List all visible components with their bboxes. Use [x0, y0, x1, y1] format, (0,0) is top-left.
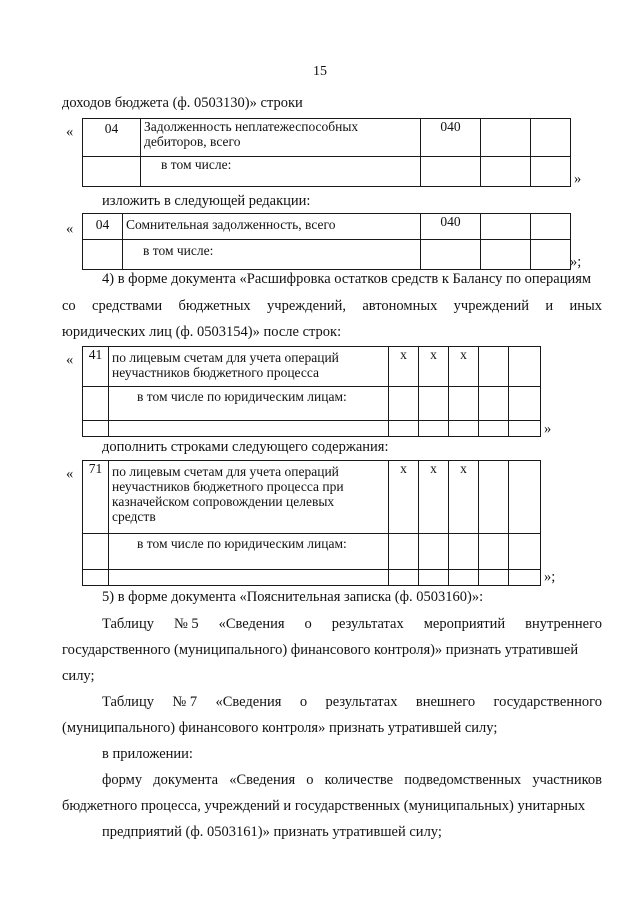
table4-cell	[479, 534, 509, 570]
table4-text-3: казначейском сопровождении целевых	[112, 494, 335, 509]
page-number: 15	[313, 64, 327, 79]
table4-cell	[419, 534, 449, 570]
table3-text-2: неучастников бюджетного процесса	[112, 365, 320, 380]
table1-code: 04	[83, 119, 141, 157]
word: о	[306, 772, 314, 788]
item5-p4-line-2: бюджетного процесса, учреждений и государственных (муниципальных) унитарных	[62, 798, 586, 814]
table2-cell	[531, 240, 571, 270]
table2-sub: в том числе:	[123, 240, 421, 270]
table3-cell	[83, 421, 109, 437]
word: внешнего	[415, 694, 476, 710]
table1-cell	[481, 119, 531, 157]
table3-cell	[509, 421, 541, 437]
quote-close: »;	[544, 569, 556, 585]
table4-cell	[449, 570, 479, 586]
table1-cell	[421, 157, 481, 187]
table1-cell	[531, 157, 571, 187]
quote-close: »;	[570, 254, 582, 270]
table-2	[82, 213, 571, 270]
table1-sub: в том числе:	[141, 157, 421, 187]
word: автономных	[362, 298, 438, 314]
table4-cell	[419, 570, 449, 586]
item5-line-1: 5) в форме документа «Пояснительная записка (ф. 0503160)»:	[102, 589, 484, 605]
table4-cell	[83, 570, 109, 586]
table4-x: х	[419, 461, 449, 534]
table4-description	[109, 461, 389, 534]
table2-line-code: 040	[421, 214, 481, 240]
word: «Сведения	[215, 694, 282, 710]
table4-text-4: средств	[112, 509, 156, 524]
table2-description: Сомнительная задолженность, всего	[123, 214, 421, 240]
word: № 7	[172, 694, 198, 710]
table2-cell	[531, 214, 571, 240]
table4-cell	[83, 534, 109, 570]
table3-x: х	[389, 347, 419, 387]
word: о	[299, 694, 308, 710]
table3-cell	[509, 347, 541, 387]
table-3	[82, 346, 541, 437]
word: подведомственных	[404, 772, 522, 788]
table4-text-2: неучастников бюджетного процесса при	[112, 479, 344, 494]
table2-cell	[481, 240, 531, 270]
table1-text-2: дебиторов, всего	[144, 134, 241, 149]
table3-x: х	[419, 347, 449, 387]
table3-code: 41	[83, 347, 109, 387]
intro-line: доходов бюджета (ф. 0503130)» строки	[62, 95, 303, 111]
item5-p2-line-1	[102, 694, 602, 711]
item4-line-1: 4) в форме документа «Расшифровка остатков средств к Балансу по операциям	[102, 271, 592, 287]
table1-cell	[531, 119, 571, 157]
word: средствами	[92, 298, 163, 314]
item4-line-3: юридических лиц (ф. 0503154)» после строк:	[62, 324, 342, 340]
item5-p4-line-3: предприятий (ф. 0503161)» признать утратившей силу;	[102, 824, 442, 840]
table1-cell	[481, 157, 531, 187]
table-1	[82, 118, 571, 187]
item4-line-2	[62, 298, 602, 315]
table-4	[82, 460, 541, 586]
table4-text-1: по лицевым счетам для учета операций	[112, 464, 339, 479]
table3-cell	[109, 421, 389, 437]
table4-cell	[509, 534, 541, 570]
quote-open: «	[66, 352, 74, 368]
word: о	[304, 616, 312, 632]
quote-close: »	[544, 421, 552, 437]
table3-x: х	[449, 347, 479, 387]
table3-cell	[389, 387, 419, 421]
quote-open: «	[66, 124, 74, 140]
word: со	[62, 298, 76, 314]
table4-x: х	[449, 461, 479, 534]
table3-cell	[389, 421, 419, 437]
table3-cell	[449, 421, 479, 437]
table2-cell	[421, 240, 481, 270]
table3-cell	[419, 421, 449, 437]
table3-description	[109, 347, 389, 387]
table2-code: 04	[83, 214, 123, 240]
table4-sub: в том числе по юридическим лицам:	[109, 534, 389, 570]
table3-cell	[479, 421, 509, 437]
table3-cell	[509, 387, 541, 421]
table3-text-1: по лицевым счетам для учета операций	[112, 350, 339, 365]
table1-cell	[83, 157, 141, 187]
table3-cell	[83, 387, 109, 421]
word: внутреннего	[525, 616, 602, 632]
word: Таблицу	[102, 616, 154, 632]
quote-open: «	[66, 466, 74, 482]
table3-cell	[449, 387, 479, 421]
table3-cell	[479, 347, 509, 387]
word: «Сведения	[218, 616, 285, 632]
table1-description	[141, 119, 421, 157]
word: результатах	[325, 694, 398, 710]
quote-close: »	[574, 171, 582, 187]
table4-cell	[449, 534, 479, 570]
table4-cell	[389, 570, 419, 586]
word: участников	[532, 772, 602, 788]
table4-x: х	[389, 461, 419, 534]
replace-line: изложить в следующей редакции:	[102, 193, 311, 209]
table4-cell	[109, 570, 389, 586]
word: документа	[153, 772, 219, 788]
word: и	[545, 298, 554, 314]
item5-p1-line-3: силу;	[62, 668, 95, 684]
item5-p3: в приложении:	[102, 746, 193, 762]
word: мероприятий	[423, 616, 506, 632]
word: учреждений,	[267, 298, 346, 314]
table3-cell	[479, 387, 509, 421]
table4-code: 71	[83, 461, 109, 534]
item5-p1-line-1	[102, 616, 602, 633]
table2-cell	[83, 240, 123, 270]
word: государственного	[493, 694, 602, 710]
word: количестве	[324, 772, 394, 788]
word: № 5	[173, 616, 199, 632]
table3-sub: в том числе по юридическим лицам:	[109, 387, 389, 421]
word: бюджетных	[178, 298, 251, 314]
table1-text-1: Задолженность неплатежеспособных	[144, 119, 359, 134]
table3-cell	[419, 387, 449, 421]
word: результатах	[331, 616, 404, 632]
add-line: дополнить строками следующего содержания:	[102, 439, 389, 455]
word: «Сведения	[229, 772, 296, 788]
item5-p2-line-2: (муниципального) финансового контроля» признать утратившей силу;	[62, 720, 498, 736]
table4-cell	[509, 461, 541, 534]
word: учреждений	[453, 298, 530, 314]
word: иных	[569, 298, 602, 314]
word: Таблицу	[102, 694, 154, 710]
table1-line-code: 040	[421, 119, 481, 157]
table2-cell	[481, 214, 531, 240]
item5-p1-line-2: государственного (муниципального) финансового контроля)» признать утратившей	[62, 642, 579, 658]
table4-cell	[479, 461, 509, 534]
table4-cell	[509, 570, 541, 586]
table4-cell	[479, 570, 509, 586]
table4-cell	[389, 534, 419, 570]
word: форму	[102, 772, 143, 788]
quote-open: «	[66, 221, 74, 237]
item5-p4-line-1	[102, 772, 602, 789]
